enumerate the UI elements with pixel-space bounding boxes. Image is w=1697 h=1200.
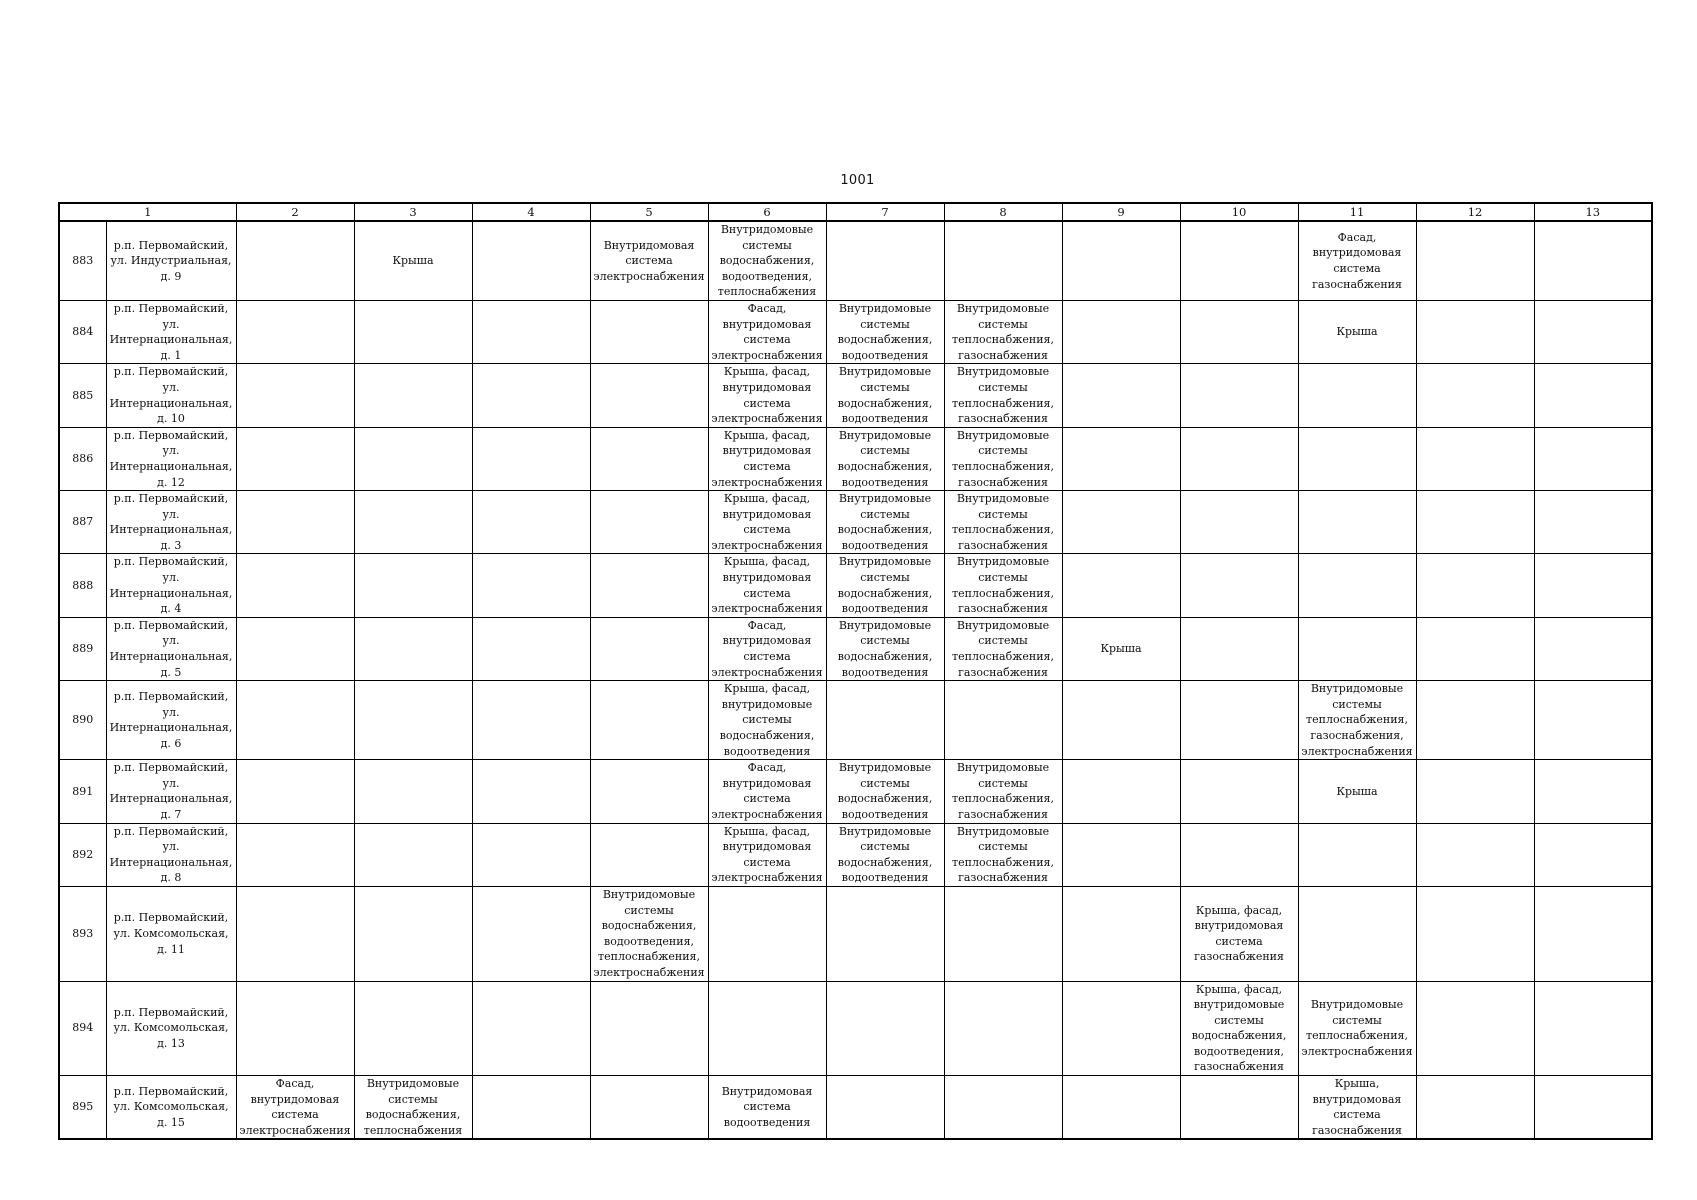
work-cell-col-6	[708, 886, 826, 981]
work-cell-col-13	[1534, 886, 1652, 981]
work-cell-col-9	[1062, 681, 1180, 760]
work-cell-col-3	[354, 364, 472, 427]
work-cell-col-11: Крыша	[1298, 760, 1416, 823]
column-header-5: 5	[590, 203, 708, 221]
table-row	[59, 300, 1652, 363]
column-header-3: 3	[354, 203, 472, 221]
work-cell-col-6: Крыша, фасад, внутридомовая система электроснабжения	[708, 491, 826, 554]
work-cell-col-4	[472, 681, 590, 760]
work-cell-col-8: Внутридомовые системы теплоснабжения, газоснабжения	[944, 300, 1062, 363]
work-cell-col-12	[1416, 554, 1534, 617]
row-number: 883	[59, 221, 106, 300]
work-cell-col-5	[590, 823, 708, 886]
work-cell-col-5	[590, 617, 708, 680]
work-cell-col-3	[354, 681, 472, 760]
work-cell-col-8: Внутридомовые системы теплоснабжения, газоснабжения	[944, 427, 1062, 490]
work-cell-col-10	[1180, 491, 1298, 554]
work-cell-col-11: Внутридомовые системы теплоснабжения, электроснабжения	[1298, 981, 1416, 1076]
work-cell-col-5	[590, 554, 708, 617]
work-cell-col-3: Крыша	[354, 221, 472, 300]
work-cell-col-7: Внутридомовые системы водоснабжения, водоотведения	[826, 760, 944, 823]
work-cell-col-13	[1534, 300, 1652, 363]
work-cell-col-8	[944, 1076, 1062, 1140]
work-cell-col-4	[472, 221, 590, 300]
table-row	[59, 886, 1652, 981]
work-cell-col-5	[590, 760, 708, 823]
work-cell-col-13	[1534, 1076, 1652, 1140]
work-cell-col-2	[236, 823, 354, 886]
work-cell-col-10	[1180, 760, 1298, 823]
work-cell-col-4	[472, 823, 590, 886]
work-cell-col-8: Внутридомовые системы теплоснабжения, газоснабжения	[944, 823, 1062, 886]
work-cell-col-12	[1416, 364, 1534, 427]
work-cell-col-7: Внутридомовые системы водоснабжения, водоотведения	[826, 364, 944, 427]
column-header-7: 7	[826, 203, 944, 221]
work-cell-col-13	[1534, 760, 1652, 823]
work-cell-col-4	[472, 886, 590, 981]
work-cell-col-3	[354, 823, 472, 886]
work-cell-col-6: Крыша, фасад, внутридомовая система электроснабжения	[708, 554, 826, 617]
table-row	[59, 1076, 1652, 1140]
work-cell-col-3	[354, 300, 472, 363]
work-cell-col-13	[1534, 617, 1652, 680]
work-cell-col-10	[1180, 427, 1298, 490]
work-cell-col-3: Внутридомовые системы водоснабжения, теплоснабжения	[354, 1076, 472, 1140]
row-number: 893	[59, 886, 106, 981]
work-cell-col-11	[1298, 617, 1416, 680]
work-cell-col-3	[354, 760, 472, 823]
table-row	[59, 491, 1652, 554]
work-cell-col-7: Внутридомовые системы водоснабжения, водоотведения	[826, 823, 944, 886]
address-cell: р.п. Первомайский, ул. Интернациональная, д. 6	[106, 681, 236, 760]
address-cell: р.п. Первомайский, ул. Комсомольская, д. 15	[106, 1076, 236, 1140]
work-cell-col-10	[1180, 617, 1298, 680]
work-cell-col-8	[944, 221, 1062, 300]
column-header-8: 8	[944, 203, 1062, 221]
work-cell-col-4	[472, 760, 590, 823]
table-row	[59, 364, 1652, 427]
work-cell-col-11	[1298, 886, 1416, 981]
column-header-9: 9	[1062, 203, 1180, 221]
table-row	[59, 823, 1652, 886]
work-cell-col-2	[236, 886, 354, 981]
work-cell-col-7	[826, 221, 944, 300]
row-number: 884	[59, 300, 106, 363]
address-cell: р.п. Первомайский, ул. Индустриальная, д. 9	[106, 221, 236, 300]
address-cell: р.п. Первомайский, ул. Интернациональная, д. 5	[106, 617, 236, 680]
work-cell-col-12	[1416, 1076, 1534, 1140]
work-cell-col-13	[1534, 221, 1652, 300]
page-number: 1001	[840, 173, 875, 188]
row-number: 894	[59, 981, 106, 1076]
work-cell-col-9	[1062, 1076, 1180, 1140]
work-cell-col-7: Внутридомовые системы водоснабжения, водоотведения	[826, 554, 944, 617]
work-cell-col-8: Внутридомовые системы теплоснабжения, газоснабжения	[944, 617, 1062, 680]
work-cell-col-5	[590, 427, 708, 490]
address-cell: р.п. Первомайский, ул. Комсомольская, д. 13	[106, 981, 236, 1076]
work-cell-col-4	[472, 981, 590, 1076]
work-cell-col-2	[236, 364, 354, 427]
work-cell-col-5	[590, 364, 708, 427]
work-cell-col-12	[1416, 300, 1534, 363]
work-cell-col-6: Крыша, фасад, внутридомовые системы водоснабжения, водоотведения	[708, 681, 826, 760]
work-cell-col-4	[472, 554, 590, 617]
work-cell-col-2	[236, 300, 354, 363]
table-row	[59, 427, 1652, 490]
work-cell-col-9	[1062, 221, 1180, 300]
row-number: 885	[59, 364, 106, 427]
work-cell-col-4	[472, 491, 590, 554]
work-cell-col-8	[944, 681, 1062, 760]
work-cell-col-10	[1180, 681, 1298, 760]
row-number: 895	[59, 1076, 106, 1140]
work-cell-col-8	[944, 886, 1062, 981]
work-cell-col-8: Внутридомовые системы теплоснабжения, газоснабжения	[944, 760, 1062, 823]
work-cell-col-4	[472, 364, 590, 427]
work-cell-col-10: Крыша, фасад, внутридомовые системы водоснабжения, водоотведения, газоснабжения	[1180, 981, 1298, 1076]
address-cell: р.п. Первомайский, ул. Интернациональная, д. 12	[106, 427, 236, 490]
address-cell: р.п. Первомайский, ул. Интернациональная, д. 1	[106, 300, 236, 363]
work-cell-col-10	[1180, 554, 1298, 617]
work-cell-col-11	[1298, 364, 1416, 427]
work-cell-col-13	[1534, 427, 1652, 490]
work-cell-col-11	[1298, 823, 1416, 886]
work-cell-col-13	[1534, 823, 1652, 886]
table-header-row	[59, 203, 1652, 221]
work-cell-col-4	[472, 300, 590, 363]
work-cell-col-11	[1298, 491, 1416, 554]
work-cell-col-7	[826, 1076, 944, 1140]
work-cell-col-7: Внутридомовые системы водоснабжения, водоотведения	[826, 300, 944, 363]
work-cell-col-5	[590, 300, 708, 363]
row-number: 888	[59, 554, 106, 617]
work-cell-col-3	[354, 491, 472, 554]
work-cell-col-6: Фасад, внутридомовая система электроснабжения	[708, 300, 826, 363]
column-header-12: 12	[1416, 203, 1534, 221]
work-cell-col-13	[1534, 364, 1652, 427]
work-cell-col-11: Внутридомовые системы теплоснабжения, газоснабжения, электроснабжения	[1298, 681, 1416, 760]
work-cell-col-6: Крыша, фасад, внутридомовая система электроснабжения	[708, 823, 826, 886]
work-cell-col-13	[1534, 554, 1652, 617]
work-cell-col-12	[1416, 617, 1534, 680]
work-cell-col-6: Внутридомовая система водоотведения	[708, 1076, 826, 1140]
column-header-4: 4	[472, 203, 590, 221]
row-number: 892	[59, 823, 106, 886]
work-cell-col-13	[1534, 681, 1652, 760]
work-cell-col-2	[236, 427, 354, 490]
work-cell-col-9	[1062, 491, 1180, 554]
work-cell-col-8: Внутридомовые системы теплоснабжения, газоснабжения	[944, 491, 1062, 554]
work-cell-col-10	[1180, 1076, 1298, 1140]
work-cell-col-12	[1416, 981, 1534, 1076]
work-cell-col-2	[236, 617, 354, 680]
row-number: 890	[59, 681, 106, 760]
row-number: 886	[59, 427, 106, 490]
row-number: 887	[59, 491, 106, 554]
work-cell-col-4	[472, 427, 590, 490]
work-cell-col-11: Крыша, внутридомовая система газоснабжения	[1298, 1076, 1416, 1140]
column-header-1: 1	[59, 203, 236, 221]
work-cell-col-9	[1062, 886, 1180, 981]
work-cell-col-9	[1062, 554, 1180, 617]
work-cell-col-9: Крыша	[1062, 617, 1180, 680]
work-cell-col-7: Внутридомовые системы водоснабжения, водоотведения	[826, 427, 944, 490]
work-cell-col-10	[1180, 300, 1298, 363]
work-cell-col-10	[1180, 823, 1298, 886]
works-table	[58, 202, 1653, 1140]
work-cell-col-12	[1416, 221, 1534, 300]
work-cell-col-8	[944, 981, 1062, 1076]
work-cell-col-11	[1298, 427, 1416, 490]
work-cell-col-9	[1062, 300, 1180, 363]
work-cell-col-5	[590, 1076, 708, 1140]
table-body	[59, 203, 1652, 1139]
work-cell-col-6: Фасад, внутридомовая система электроснабжения	[708, 617, 826, 680]
address-cell: р.п. Первомайский, ул. Интернациональная, д. 4	[106, 554, 236, 617]
table-row	[59, 221, 1652, 300]
work-cell-col-9	[1062, 823, 1180, 886]
work-cell-col-13	[1534, 981, 1652, 1076]
work-cell-col-5	[590, 491, 708, 554]
work-cell-col-4	[472, 617, 590, 680]
work-cell-col-3	[354, 886, 472, 981]
work-cell-col-7	[826, 981, 944, 1076]
work-cell-col-3	[354, 981, 472, 1076]
work-cell-col-3	[354, 427, 472, 490]
work-cell-col-12	[1416, 427, 1534, 490]
address-cell: р.п. Первомайский, ул. Интернациональная, д. 7	[106, 760, 236, 823]
work-cell-col-12	[1416, 681, 1534, 760]
work-cell-col-6: Крыша, фасад, внутридомовая система электроснабжения	[708, 364, 826, 427]
table-row	[59, 981, 1652, 1076]
work-cell-col-5	[590, 981, 708, 1076]
table-row	[59, 681, 1652, 760]
work-cell-col-11: Крыша	[1298, 300, 1416, 363]
address-cell: р.п. Первомайский, ул. Интернациональная, д. 8	[106, 823, 236, 886]
work-cell-col-2	[236, 221, 354, 300]
work-cell-col-7	[826, 681, 944, 760]
work-cell-col-7: Внутридомовые системы водоснабжения, водоотведения	[826, 491, 944, 554]
work-cell-col-5: Внутридомовые системы водоснабжения, водоотведения, теплоснабжения, электроснабжения	[590, 886, 708, 981]
work-cell-col-3	[354, 617, 472, 680]
column-header-2: 2	[236, 203, 354, 221]
work-cell-col-10	[1180, 221, 1298, 300]
table-row	[59, 617, 1652, 680]
work-cell-col-2	[236, 554, 354, 617]
column-header-11: 11	[1298, 203, 1416, 221]
work-cell-col-12	[1416, 823, 1534, 886]
work-cell-col-8: Внутридомовые системы теплоснабжения, газоснабжения	[944, 364, 1062, 427]
address-cell: р.п. Первомайский, ул. Интернациональная, д. 10	[106, 364, 236, 427]
work-cell-col-2	[236, 681, 354, 760]
work-cell-col-11: Фасад, внутридомовая система газоснабжения	[1298, 221, 1416, 300]
work-cell-col-9	[1062, 364, 1180, 427]
row-number: 889	[59, 617, 106, 680]
address-cell: р.п. Первомайский, ул. Интернациональная, д. 3	[106, 491, 236, 554]
work-cell-col-5	[590, 681, 708, 760]
work-cell-col-2: Фасад, внутридомовая система электроснабжения	[236, 1076, 354, 1140]
column-header-6: 6	[708, 203, 826, 221]
work-cell-col-8: Внутридомовые системы теплоснабжения, газоснабжения	[944, 554, 1062, 617]
column-header-10: 10	[1180, 203, 1298, 221]
table-row	[59, 760, 1652, 823]
work-cell-col-4	[472, 1076, 590, 1140]
work-cell-col-13	[1534, 491, 1652, 554]
work-cell-col-2	[236, 760, 354, 823]
work-cell-col-6: Фасад, внутридомовая система электроснабжения	[708, 760, 826, 823]
work-cell-col-6	[708, 981, 826, 1076]
work-cell-col-9	[1062, 981, 1180, 1076]
work-cell-col-6: Внутридомовые системы водоснабжения, водоотведения, теплоснабжения	[708, 221, 826, 300]
work-cell-col-9	[1062, 427, 1180, 490]
work-cell-col-12	[1416, 491, 1534, 554]
work-cell-col-6: Крыша, фасад, внутридомовая система электроснабжения	[708, 427, 826, 490]
address-cell: р.п. Первомайский, ул. Комсомольская, д. 11	[106, 886, 236, 981]
work-cell-col-11	[1298, 554, 1416, 617]
work-cell-col-12	[1416, 760, 1534, 823]
work-cell-col-2	[236, 981, 354, 1076]
work-cell-col-2	[236, 491, 354, 554]
work-cell-col-7: Внутридомовые системы водоснабжения, водоотведения	[826, 617, 944, 680]
row-number: 891	[59, 760, 106, 823]
work-cell-col-10: Крыша, фасад, внутридомовая система газоснабжения	[1180, 886, 1298, 981]
work-cell-col-3	[354, 554, 472, 617]
work-cell-col-5: Внутридомовая система электроснабжения	[590, 221, 708, 300]
column-header-13: 13	[1534, 203, 1652, 221]
work-cell-col-10	[1180, 364, 1298, 427]
work-cell-col-7	[826, 886, 944, 981]
work-cell-col-9	[1062, 760, 1180, 823]
table-row	[59, 554, 1652, 617]
work-cell-col-12	[1416, 886, 1534, 981]
